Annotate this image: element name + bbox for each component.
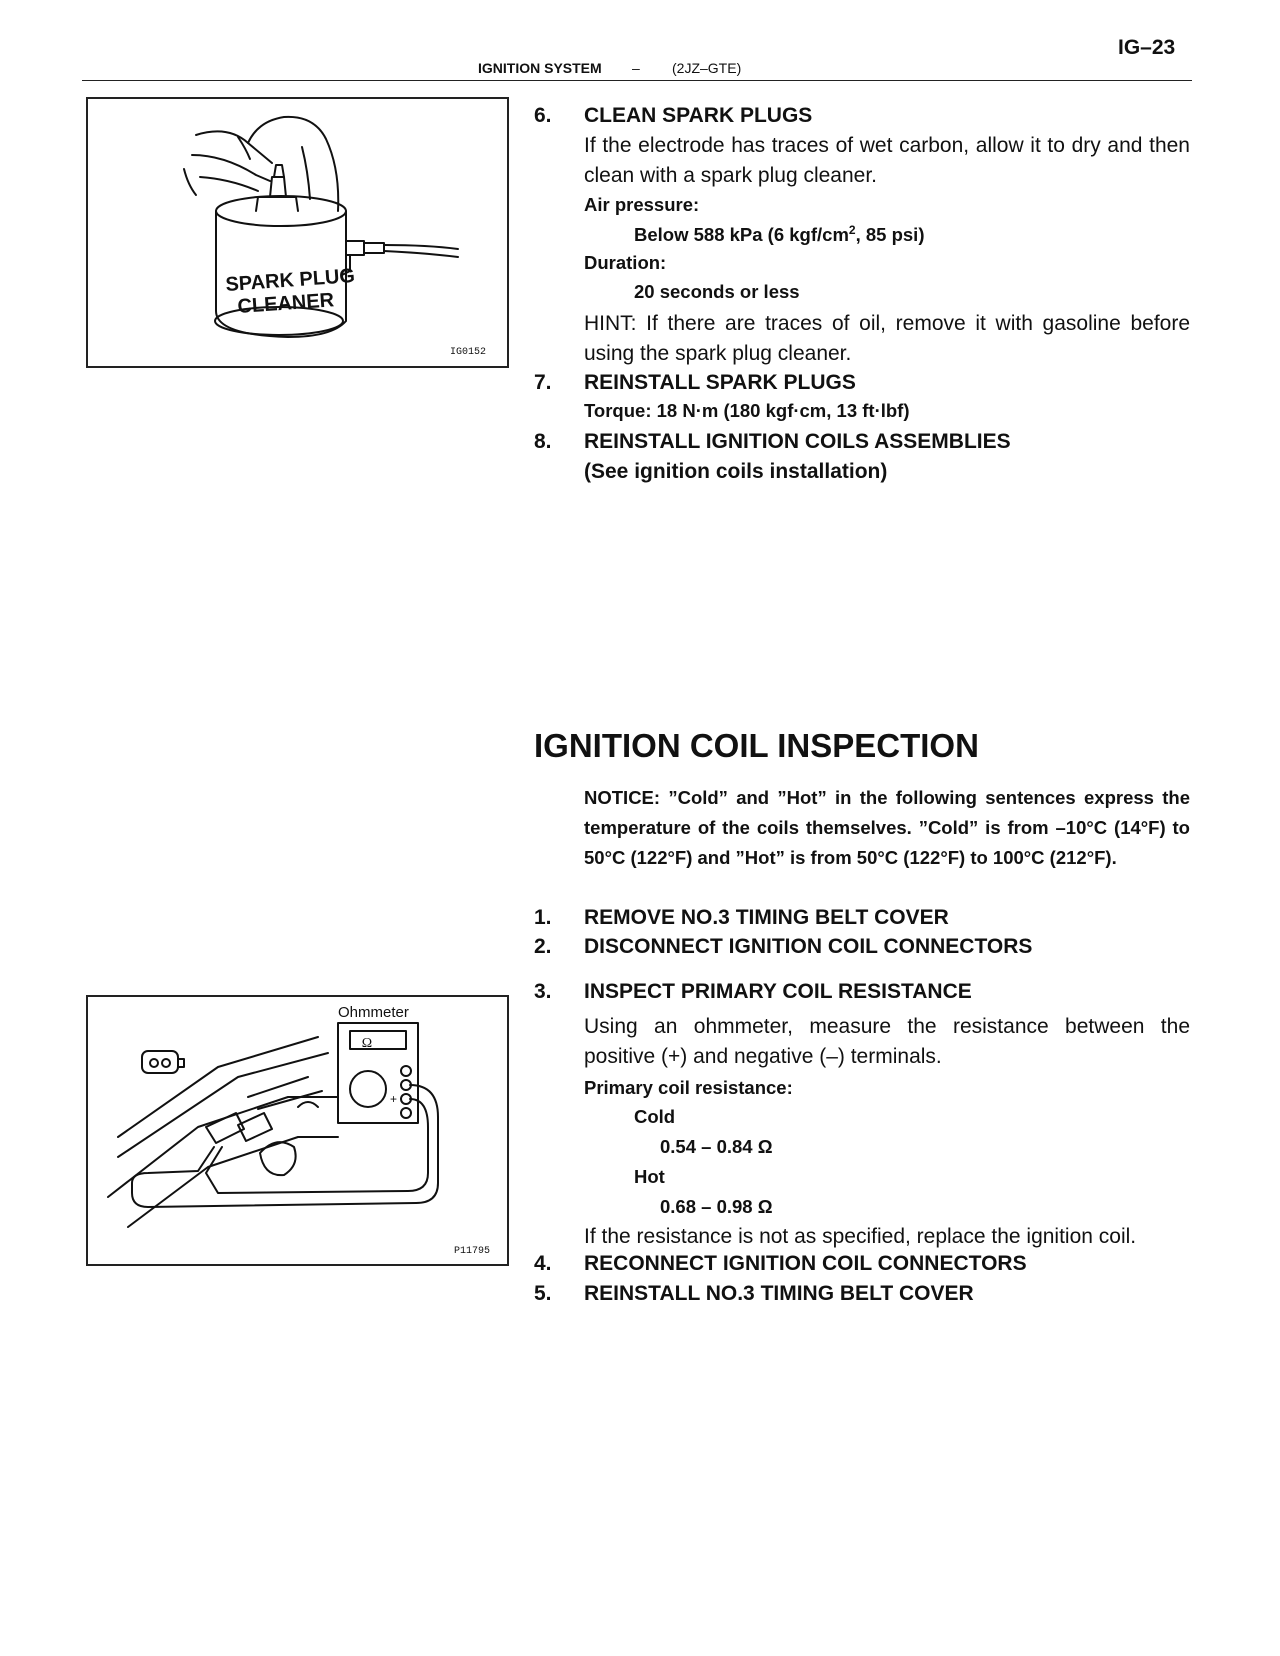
ohmmeter-figure	[86, 995, 509, 1266]
step-number: 3.	[534, 980, 552, 1003]
figure-label-line1: SPARK PLUG	[224, 264, 356, 296]
ohmmeter-illustration	[88, 997, 507, 1264]
duration-label: Duration:	[584, 252, 667, 273]
hot-label: Hot	[634, 1166, 665, 1187]
ohmmeter-label: Ohmmeter	[338, 1004, 409, 1021]
step-number: 8.	[534, 430, 552, 453]
header-rule	[82, 80, 1192, 81]
step-title-reinstall-coils: REINSTALL IGNITION COILS ASSEMBLIES	[584, 430, 1011, 453]
step-number: 7.	[534, 371, 552, 394]
torque-spec: Torque: 18 N·m (180 kgf·cm, 13 ft·lbf)	[584, 400, 910, 421]
positive-terminal-mark: +	[390, 1092, 398, 1106]
step-title-reinstall-plugs: REINSTALL SPARK PLUGS	[584, 371, 856, 394]
step-number: 2.	[534, 935, 552, 958]
step-title-remove-cover: REMOVE NO.3 TIMING BELT COVER	[584, 906, 949, 929]
step-subtitle-reference: (See ignition coils installation)	[584, 460, 888, 483]
header-subtitle: (2JZ–GTE)	[672, 60, 742, 76]
figure-code: P11795	[454, 1246, 491, 1257]
step-title-inspect-resistance: INSPECT PRIMARY COIL RESISTANCE	[584, 980, 972, 1003]
section-title: IGNITION COIL INSPECTION	[534, 727, 979, 764]
header-separator: –	[632, 60, 640, 76]
step-title-reinstall-cover: REINSTALL NO.3 TIMING BELT COVER	[584, 1282, 974, 1305]
air-pressure-value: Below 588 kPa (6 kgf/$cm^2$, 85 psi)	[634, 223, 925, 246]
hot-value: 0.68 – 0.98 Ω	[660, 1196, 773, 1217]
resistance-spec-label: Primary coil resistance:	[584, 1077, 793, 1098]
step-number: 4.	[534, 1252, 552, 1275]
step-number: 5.	[534, 1282, 552, 1305]
spark-plug-cleaner-illustration	[88, 99, 507, 366]
step-title-clean: CLEAN SPARK PLUGS	[584, 104, 813, 127]
figure-label-line2: CLEANER	[236, 289, 335, 318]
duration-value: 20 seconds or less	[634, 281, 800, 302]
cold-label: Cold	[634, 1106, 676, 1127]
page-number: IG–23	[1118, 36, 1176, 59]
step-number: 6.	[534, 104, 552, 127]
step-title-reconnect: RECONNECT IGNITION COIL CONNECTORS	[584, 1252, 1027, 1275]
hint-text: HINT: If there are traces of oil, remove it with gasoline before using the spark plug cleaner.	[584, 312, 1190, 365]
step-title-disconnect: DISCONNECT IGNITION COIL CONNECTORS	[584, 935, 1033, 958]
air-pressure-label: Air pressure:	[584, 194, 700, 215]
step-body: Using an ohmmeter, measure the resistance between the positive (+) and negative (–) terminals.	[584, 1015, 1190, 1068]
step-body: If the electrode has traces of wet carbon, allow it to dry and then clean with a spark plug cleaner.	[584, 134, 1190, 187]
header-title: IGNITION SYSTEM	[478, 60, 602, 76]
ohm-display: Ω	[361, 1036, 373, 1051]
figure-code: IG0152	[450, 347, 487, 358]
step-number: 1.	[534, 906, 552, 929]
cold-value: 0.54 – 0.84 Ω	[660, 1136, 773, 1157]
spark-plug-cleaner-figure	[86, 97, 509, 368]
notice-text: NOTICE: ”Cold” and ”Hot” in the following sentences express the temperature of the coils themselves. ”Cold” is from –10°C (14°F) to 50°C (122°F) and ”Hot” is from 50°C (122°F) to 100°C (212°F).	[584, 787, 1190, 868]
replace-note: If the resistance is not as specified, replace the ignition coil.	[584, 1225, 1137, 1248]
